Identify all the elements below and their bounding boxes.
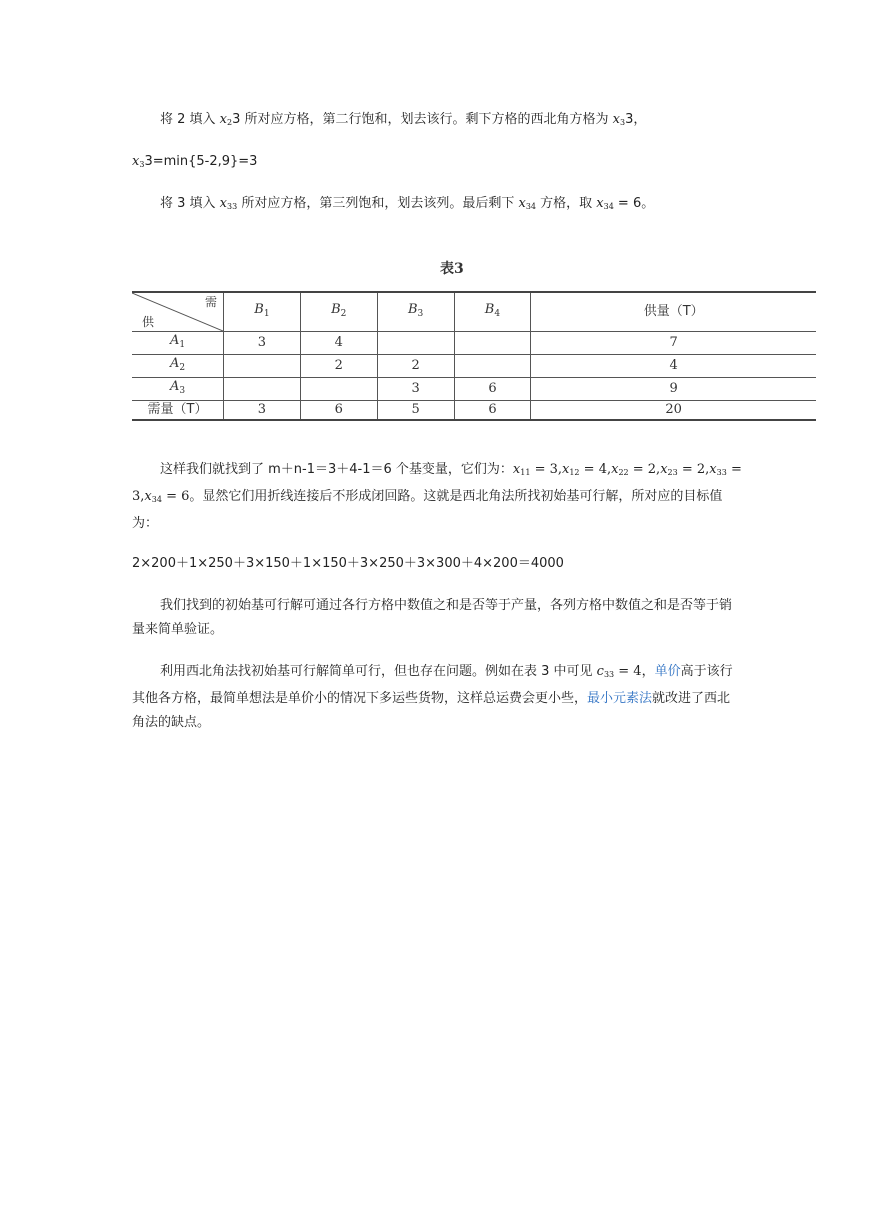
var-x23: $x_{23} = 2$,	[660, 462, 710, 477]
paragraph-5: 2×200＋1×250＋3×150＋1×150＋3×250＋3×300＋4×200＝4000	[132, 556, 564, 571]
var-val: = 6	[161, 489, 190, 504]
var-sub: 34	[525, 202, 536, 211]
var-sub: 12	[569, 468, 580, 477]
table-cell	[300, 378, 377, 401]
table-cell: 4	[300, 332, 377, 355]
var-letter: x	[596, 196, 604, 211]
para1-var-b-tail: 3，	[625, 112, 647, 127]
col-letter: B	[331, 302, 341, 317]
math-var-x33b	[132, 154, 144, 169]
para7-text-a: 利用西北角法找初始基可行解简单可行，但也存在问题。例如在表 3 中可见	[160, 664, 597, 679]
var-x12: $x_{12} = 4$,	[562, 462, 612, 477]
col-sub: 4	[494, 309, 501, 319]
var-letter: c	[596, 664, 604, 679]
demand-cell: 3	[224, 401, 301, 421]
row-header-demand: 需量（T）	[132, 401, 224, 421]
var-sub: 33	[716, 468, 727, 477]
para4-text-a: 这样我们就找到了 m＋n-1＝3＋4-1＝6 个基变量，它们为：	[160, 462, 513, 477]
var-val: = 2,	[628, 462, 661, 477]
table-row-a1	[132, 332, 816, 355]
table-cell	[224, 378, 301, 401]
corner-need-label: 需	[204, 295, 217, 309]
table-cell	[454, 355, 531, 378]
row-letter: A	[169, 333, 180, 348]
var-sub: 33	[603, 670, 615, 679]
para3-text-d: = 6。	[613, 196, 655, 211]
var-x34: $x_{34} = 6$	[144, 489, 190, 504]
table-corner-cell	[132, 292, 224, 332]
demand-cell: 6	[300, 401, 377, 421]
math-var-x33	[613, 112, 625, 127]
supply-cell: 9	[531, 378, 816, 401]
math-var-x34b	[596, 196, 614, 211]
row-header-a2	[132, 355, 224, 378]
var-sub: 34	[603, 202, 614, 211]
table-cell: 6	[454, 378, 531, 401]
col-letter: B	[407, 302, 418, 317]
demand-cell: 6	[454, 401, 531, 421]
row-sub: 2	[179, 363, 186, 373]
var-letter: x	[518, 196, 526, 211]
var-x33: $x_{33} = 3$,	[132, 462, 742, 504]
col-sub: 3	[417, 309, 424, 319]
paragraph-6: 我们找到的初始基可行解可通过各行方格中数值之和是否等于产量，各列方格中数值之和是否等于销量来简单验证。	[132, 598, 733, 637]
table-cell: 2	[377, 355, 454, 378]
supply-cell: 7	[531, 332, 816, 355]
var-val: = 4,	[579, 462, 612, 477]
paragraph-1	[132, 108, 742, 135]
total-cell: 20	[531, 401, 816, 421]
para7-text-c: 高于该行其他各方格，最简单想法是单价小的情况下多运些货物，这样总运费会更小些，	[132, 664, 733, 706]
var-val: = 3,	[132, 462, 742, 504]
paragraph-7	[132, 660, 742, 735]
var-letter: x	[219, 196, 228, 211]
para7-text-d: 就改进了西北角法的缺点。	[132, 691, 731, 730]
var-x22: $x_{22} = 2$,	[611, 462, 661, 477]
math-var-c33	[597, 664, 642, 679]
var-sub: 11	[520, 468, 531, 477]
var-sub: 3	[620, 118, 626, 127]
math-var-x33c	[220, 196, 238, 211]
transport-table	[132, 291, 816, 421]
para4-text-b: 。显然它们用折线连接后不形成闭回路。这就是西北角法所找初始基可行解，所对应的目标值为：	[132, 489, 723, 531]
paragraph-2	[132, 150, 742, 177]
math-var-x34	[518, 196, 536, 211]
var-sub: 34	[151, 495, 162, 504]
demand-cell: 5	[377, 401, 454, 421]
table-cell	[377, 332, 454, 355]
col-sub: 1	[263, 309, 270, 319]
para1-text-b: 所对应方格，第二行饱和，划去该行。剩下方格的西北角方格为	[240, 112, 613, 127]
table-cell: 3	[224, 332, 301, 355]
math-var-x23	[220, 112, 232, 127]
supply-cell: 4	[531, 355, 816, 378]
row-sub: 1	[179, 340, 186, 350]
col-header-supply: 供量（T）	[531, 292, 816, 332]
para3-text-c: 方格，取	[536, 196, 597, 211]
var-val: = 2,	[677, 462, 710, 477]
para2-formula: 3=min{5-2,9}=3	[144, 154, 258, 169]
var-letter: x	[132, 154, 140, 169]
row-letter: A	[169, 379, 180, 394]
paragraph-3	[132, 192, 742, 219]
table-row-a3	[132, 378, 816, 401]
table-cell	[454, 332, 531, 355]
para1-text-a: 将 2 填入	[160, 112, 220, 127]
row-header-a1	[132, 332, 224, 355]
table-row-demand	[132, 401, 816, 421]
para7-text-b: ，	[641, 664, 655, 679]
var-sub: 22	[618, 468, 629, 477]
col-header-b1	[224, 292, 301, 332]
var-val: = 4	[614, 664, 642, 679]
var-sub: 2	[227, 118, 233, 127]
row-letter: A	[169, 356, 180, 371]
min-element-method-link[interactable]: 最小元素法	[587, 691, 653, 706]
var-letter: x	[612, 112, 620, 127]
row-sub: 3	[179, 386, 186, 396]
para3-text-a: 将 3 填入	[160, 196, 220, 211]
table-cell	[224, 355, 301, 378]
row-header-a3	[132, 378, 224, 401]
var-val: = 3,	[530, 462, 562, 477]
col-header-b3	[377, 292, 454, 332]
col-header-b2	[300, 292, 377, 332]
para1-var-tail: 3	[232, 112, 241, 127]
unit-price-link[interactable]: 单价	[654, 664, 681, 679]
col-header-b4	[454, 292, 531, 332]
table-cell: 2	[300, 355, 377, 378]
col-letter: B	[254, 302, 264, 317]
col-sub: 2	[340, 309, 347, 319]
col-letter: B	[484, 302, 495, 317]
table-header-row	[132, 292, 816, 332]
paragraph-4	[132, 458, 742, 536]
var-sub: 3	[139, 160, 145, 169]
var-x11: $x_{11} = 3$,	[512, 462, 562, 477]
table-caption: 表3	[440, 261, 464, 277]
var-sub: 23	[667, 468, 678, 477]
corner-supply-label: 供	[142, 315, 155, 329]
var-letter: x	[219, 112, 228, 127]
var-sub: 33	[227, 202, 238, 211]
para3-text-b: 所对应方格，第三列饱和，划去该列。最后剩下	[237, 196, 519, 211]
table-cell: 3	[377, 378, 454, 401]
table-row-a2	[132, 355, 816, 378]
